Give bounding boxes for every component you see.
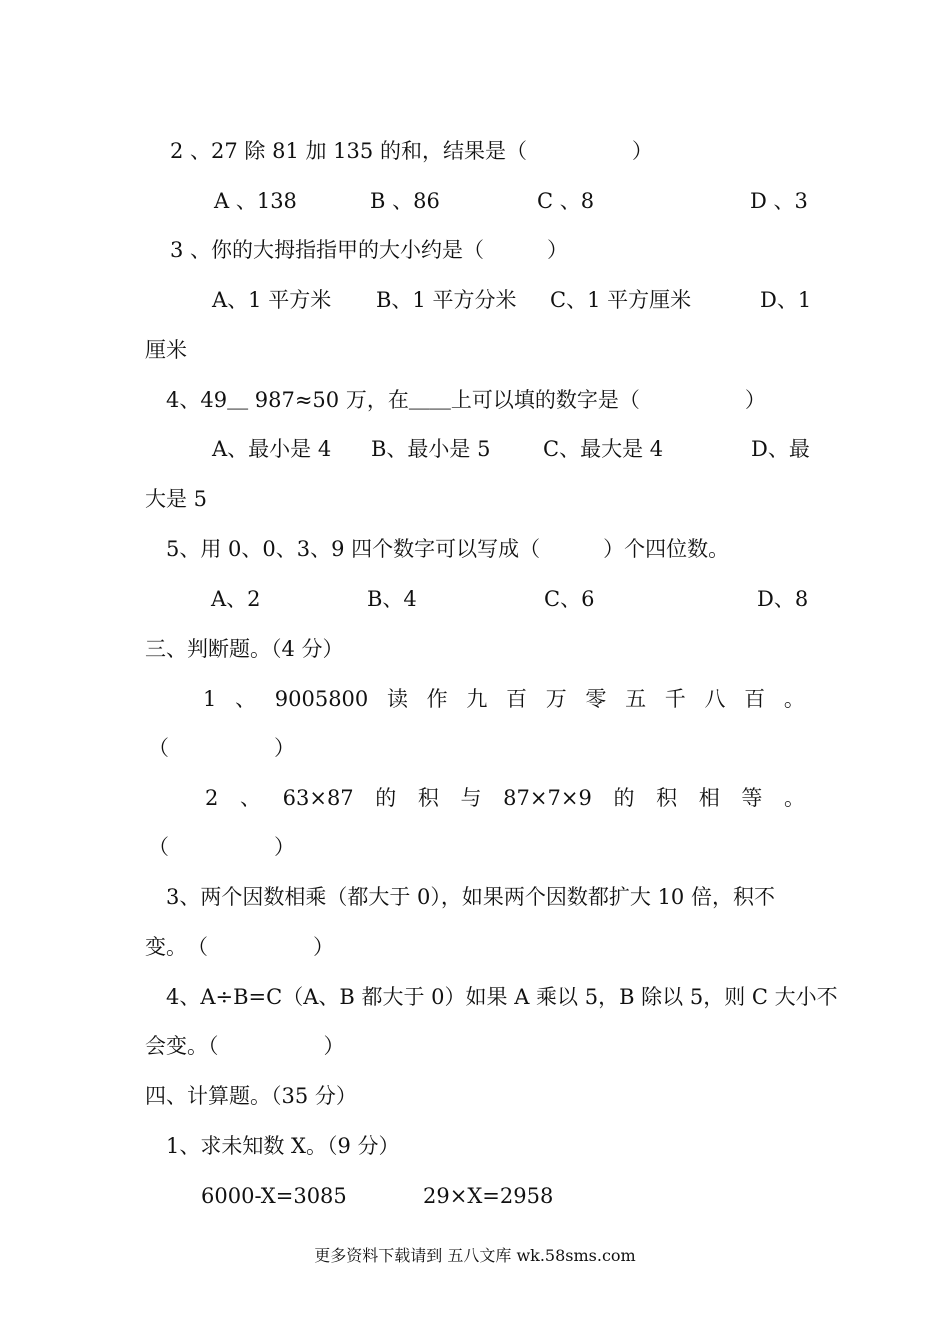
judge-2-token: 2 [205, 786, 219, 810]
q5-option-b: B、4 [367, 587, 417, 611]
q3-option-b: B、1 平方分米 [376, 288, 517, 312]
q5-option-a: A、2 [211, 587, 261, 611]
q3-option-d: D、1 [760, 288, 812, 312]
judge-2-answer-paren: （ ） [148, 835, 295, 859]
q4-continuation: 大是 5 [145, 487, 208, 511]
judge-1-token: 万 [545, 687, 567, 711]
q2-option-a: A 、138 [214, 189, 297, 213]
judge-1-answer-paren: （ ） [148, 736, 295, 760]
q5-stem: 5、用 0、0、3、9 四个数字可以写成（ ）个四位数。 [166, 537, 730, 561]
judge-1-token: 九 [466, 687, 488, 711]
judge-2-token: 积 [656, 786, 678, 810]
q2-stem: 2 、27 除 81 加 135 的和，结果是（ ） [170, 139, 653, 163]
judge-2-token: 87×7×9 [503, 786, 592, 810]
q4-option-d: D、最 [751, 437, 810, 461]
section-4-title: 四、计算题。（35 分） [145, 1084, 357, 1108]
judge-2-token: 的 [613, 786, 635, 810]
judge-1-token: 作 [426, 687, 448, 711]
q2-option-d: D 、3 [750, 189, 808, 213]
judge-2-token: 、 [240, 786, 261, 810]
judge-1-token: 零 [585, 687, 607, 711]
judge-1-token: 读 [386, 687, 408, 711]
judge-1-token: 9005800 [274, 687, 369, 711]
q3-continuation: 厘米 [145, 338, 187, 362]
judge-3-line-1: 3、两个因数相乘（都大于 0），如果两个因数都扩大 10 倍，积不 [166, 885, 775, 909]
q3-stem: 3 、你的大拇指指甲的大小约是（ ） [170, 238, 569, 262]
judge-1-token: 八 [704, 687, 726, 711]
judge-2-line [205, 783, 805, 813]
judge-1-token: 、 [235, 687, 257, 711]
q4-option-a: A、最小是 4 [212, 437, 332, 461]
judge-2-token: 的 [375, 786, 397, 810]
judge-4-line-1: 4、A÷B=C（A、B 都大于 0）如果 A 乘以 5，B 除以 5，则 C 大小不 [166, 985, 838, 1009]
section-3-title: 三、判断题。（4 分） [145, 637, 344, 661]
judge-1-token: 千 [664, 687, 686, 711]
judge-1-token: 百 [506, 687, 528, 711]
calc-sub-1: 1、求未知数 X。（9 分） [166, 1134, 400, 1158]
q3-option-c: C、1 平方厘米 [550, 288, 692, 312]
q5-option-d: D、8 [757, 587, 809, 611]
q2-option-b: B 、86 [370, 189, 440, 213]
q4-stem: 4、49＿ 987≈50 万，在＿＿上可以填的数字是（ ） [166, 388, 766, 412]
judge-2-token: 。 [783, 786, 805, 810]
judge-4-line-2: 会变。（ ） [145, 1034, 345, 1058]
equation-1: 6000-X=3085 [201, 1184, 347, 1208]
q3-option-a: A、1 平方米 [212, 288, 332, 312]
judge-1-token: 百 [744, 687, 766, 711]
q2-option-c: C 、8 [537, 189, 595, 213]
judge-1-token: 。 [783, 687, 805, 711]
judge-1-token: 五 [625, 687, 647, 711]
judge-2-token: 63×87 [282, 786, 354, 810]
judge-1-token: 1 [203, 687, 217, 711]
judge-2-token: 与 [460, 786, 482, 810]
judge-2-token: 等 [741, 786, 763, 810]
q5-option-c: C、6 [544, 587, 595, 611]
q4-option-c: C、最大是 4 [543, 437, 664, 461]
judge-3-line-2: 变。 （ ） [145, 935, 334, 959]
judge-2-token: 相 [698, 786, 720, 810]
footer-watermark: 更多资料下载请到 五八文库 wk.58sms.com [314, 1246, 636, 1265]
judge-2-token: 积 [417, 786, 439, 810]
q4-option-b: B、最小是 5 [371, 437, 491, 461]
equation-2: 29×X=2958 [423, 1184, 554, 1208]
judge-1-line [203, 684, 805, 714]
